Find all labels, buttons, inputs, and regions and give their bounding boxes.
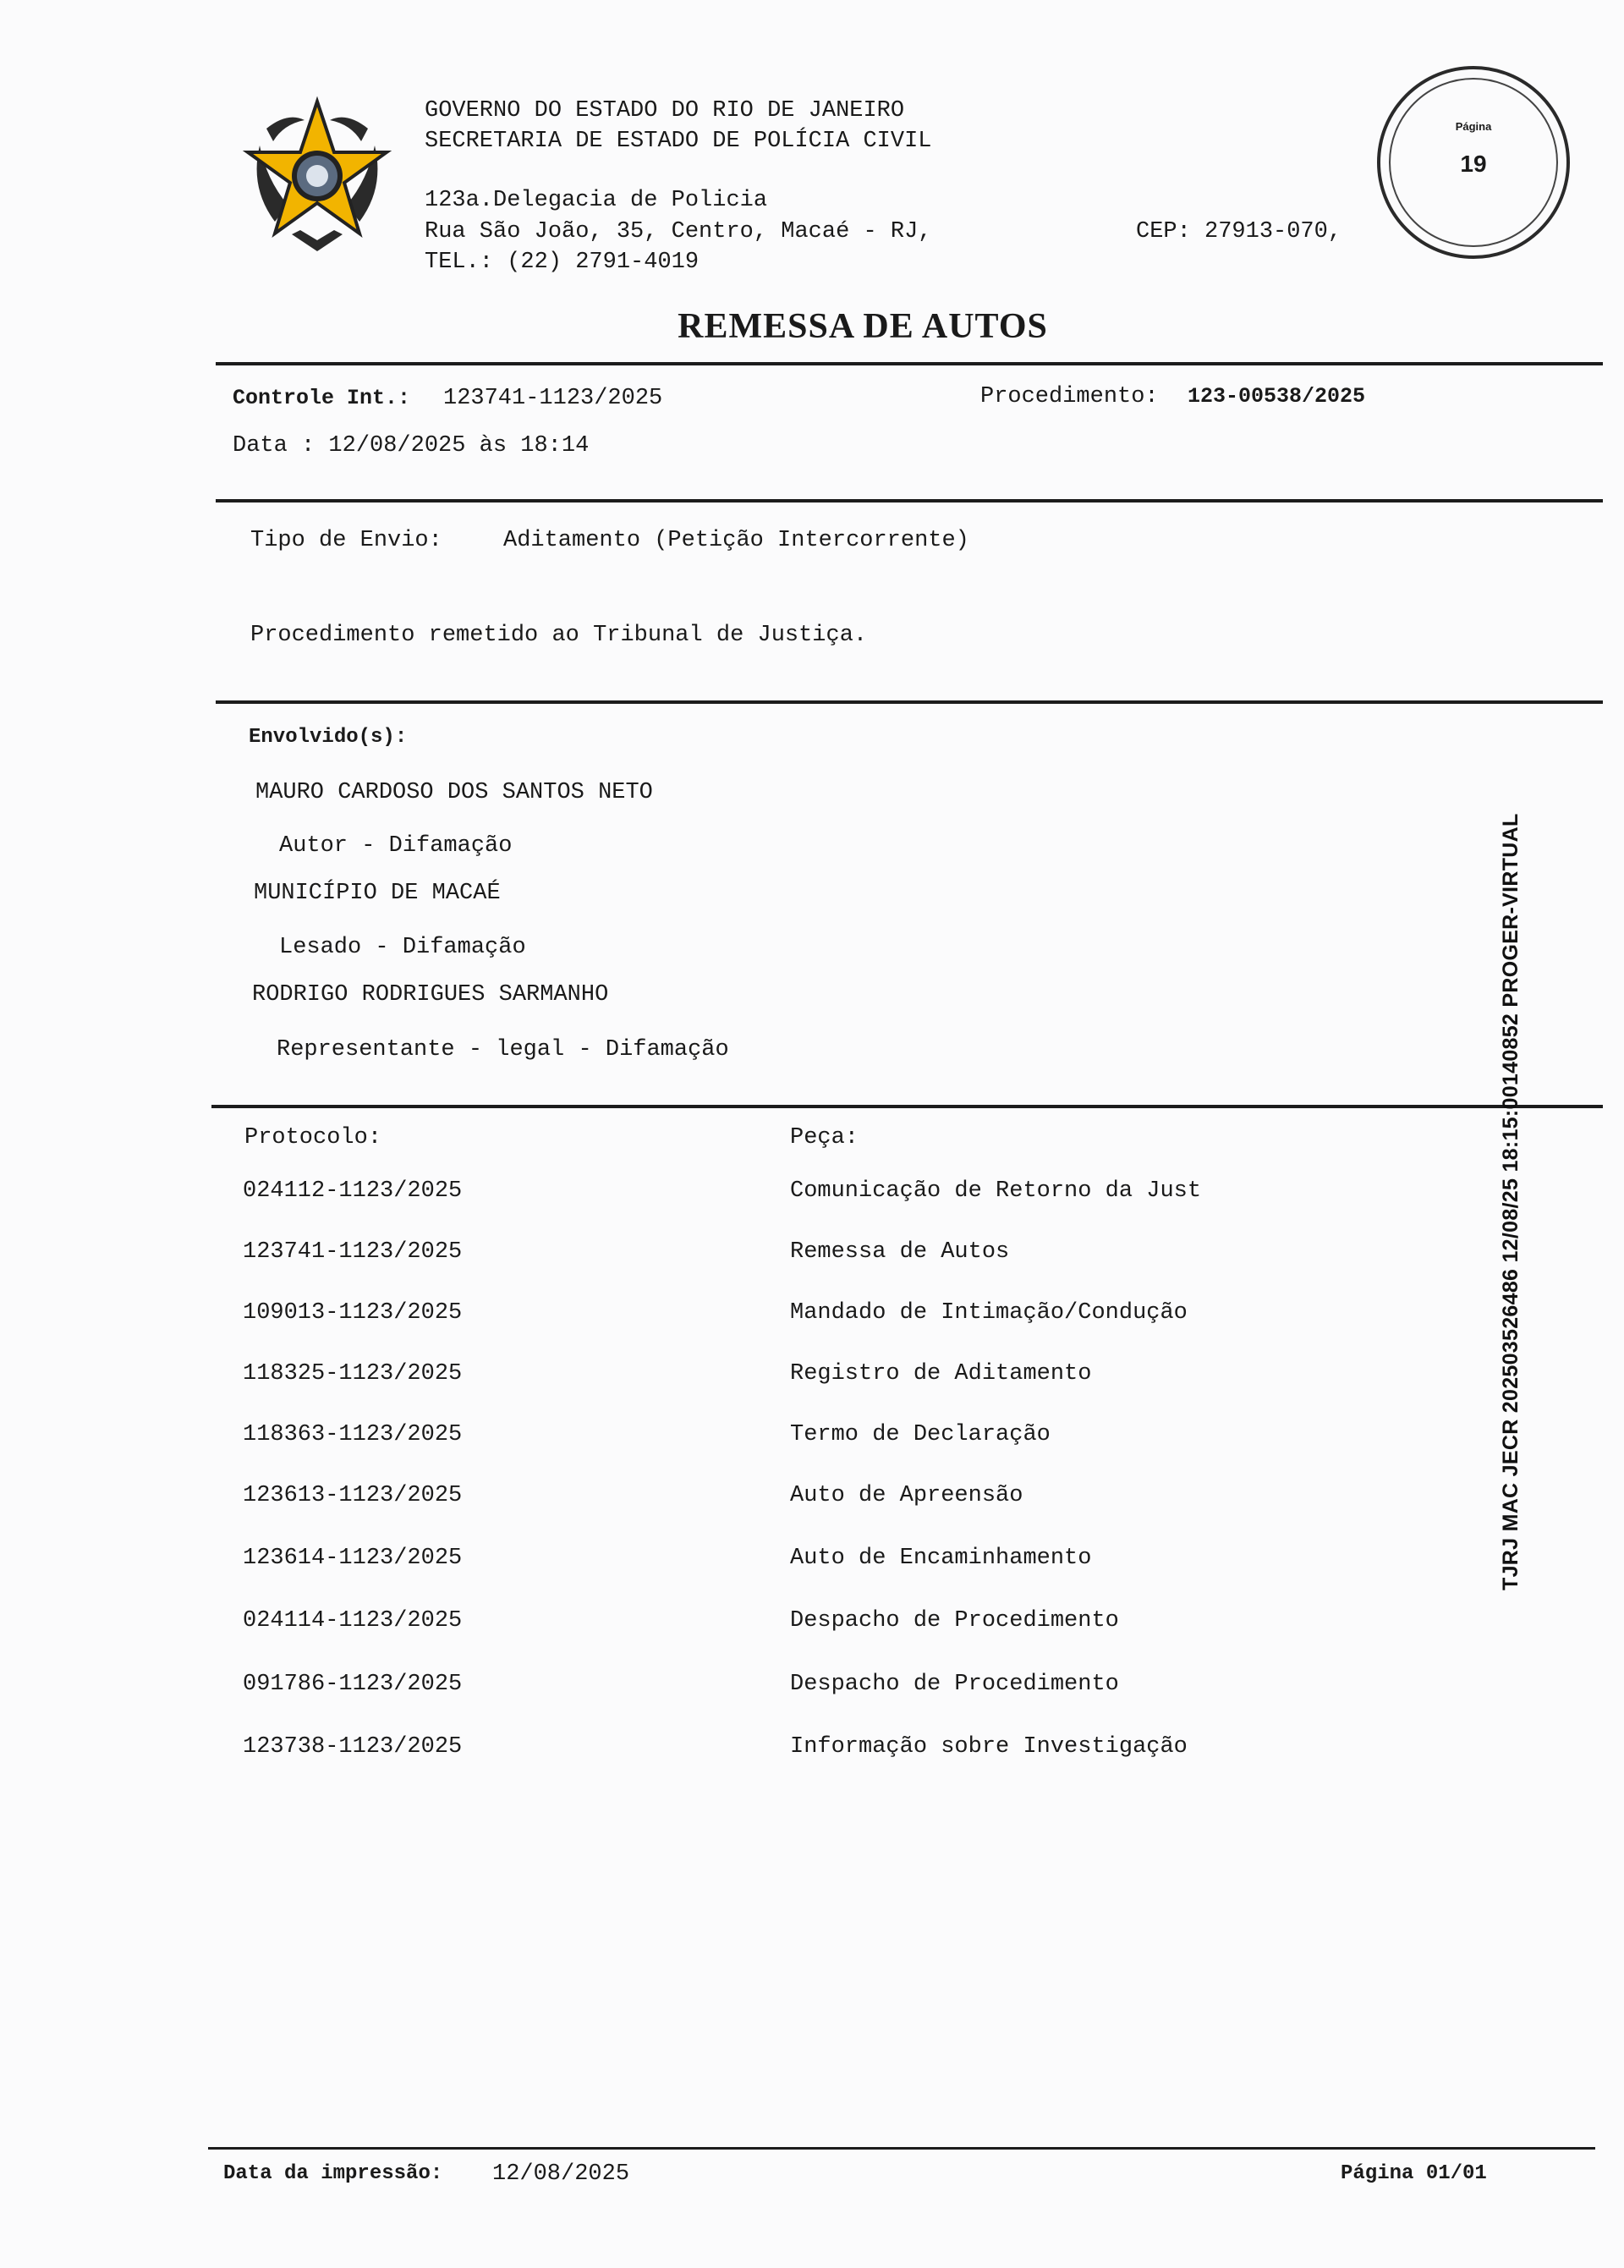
piece-name: Registro de Aditamento — [790, 1361, 1092, 1387]
divider — [211, 1105, 1603, 1108]
involved-role: Autor - Difamação — [279, 833, 513, 859]
piece-name: Comunicação de Retorno da Just — [790, 1178, 1202, 1204]
page-counter: Página 01/01 — [1341, 2162, 1487, 2185]
government-name: GOVERNO DO ESTADO DO RIO DE JANEIRO — [425, 98, 905, 124]
control-label: Controle Int.: — [233, 386, 411, 410]
send-type-value: Aditamento (Petição Intercorrente) — [503, 528, 969, 553]
protocol-column-header: Protocolo: — [244, 1125, 382, 1150]
stamp-page-number: 19 — [1460, 151, 1487, 177]
divider — [216, 362, 1603, 365]
protocol-number: 123614-1123/2025 — [243, 1546, 463, 1571]
involved-name: MUNICÍPIO DE MACAÉ — [254, 881, 501, 906]
office-phone: TEL.: (22) 2791-4019 — [425, 250, 700, 275]
piece-name: Termo de Declaração — [790, 1422, 1051, 1447]
office-cep: CEP: 27913-070, — [1136, 219, 1342, 244]
send-type-label: Tipo de Envio: — [250, 528, 442, 553]
piece-name: Informação sobre Investigação — [790, 1734, 1188, 1760]
divider — [216, 700, 1603, 704]
piece-name: Auto de Apreensão — [790, 1483, 1023, 1508]
document-date: Data : 12/08/2025 às 18:14 — [233, 433, 590, 459]
procedure-number: 123-00538/2025 — [1188, 384, 1366, 409]
involved-role: Representante - legal - Difamação — [277, 1037, 729, 1063]
police-emblem-icon — [241, 95, 393, 257]
court-filing-stamp: TJRJ MAC JECR 202503526486 12/08/25 18:15:00140852 PROGER-VIRTUAL — [1499, 813, 1522, 1590]
divider — [216, 499, 1603, 502]
protocol-number: 118363-1123/2025 — [243, 1422, 463, 1447]
involved-role: Lesado - Difamação — [279, 935, 526, 960]
piece-column-header: Peça: — [790, 1125, 859, 1150]
protocol-number: 123741-1123/2025 — [243, 1239, 463, 1265]
divider — [208, 2147, 1595, 2150]
involved-name: RODRIGO RODRIGUES SARMANHO — [252, 982, 609, 1008]
protocol-number: 024114-1123/2025 — [243, 1608, 463, 1634]
piece-name: Mandado de Intimação/Condução — [790, 1300, 1188, 1326]
protocol-number: 123613-1123/2025 — [243, 1483, 463, 1508]
print-date-label: Data da impressão: — [223, 2162, 443, 2185]
office-address: Rua São João, 35, Centro, Macaé - RJ, — [425, 219, 932, 244]
protocol-number: 118325-1123/2025 — [243, 1361, 463, 1387]
protocol-number: 024112-1123/2025 — [243, 1178, 463, 1204]
piece-name: Despacho de Procedimento — [790, 1672, 1119, 1697]
involved-name: MAURO CARDOSO DOS SANTOS NETO — [255, 780, 653, 805]
police-office: 123a.Delegacia de Policia — [425, 188, 768, 213]
protocol-number: 123738-1123/2025 — [243, 1734, 463, 1760]
page-number-stamp — [1377, 66, 1570, 259]
print-date: 12/08/2025 — [492, 2161, 630, 2187]
piece-name: Remessa de Autos — [790, 1239, 1010, 1265]
document-title: REMESSA DE AUTOS — [678, 307, 1048, 346]
involved-label: Envolvido(s): — [249, 726, 408, 749]
secretariat-name: SECRETARIA DE ESTADO DE POLÍCIA CIVIL — [425, 129, 932, 154]
stamp-label: Página — [1455, 120, 1492, 133]
send-note: Procedimento remetido ao Tribunal de Justiça. — [250, 623, 868, 648]
piece-name: Auto de Encaminhamento — [790, 1546, 1092, 1571]
control-number: 123741-1123/2025 — [443, 386, 663, 411]
protocol-number: 091786-1123/2025 — [243, 1672, 463, 1697]
piece-name: Despacho de Procedimento — [790, 1608, 1119, 1634]
protocol-number: 109013-1123/2025 — [243, 1300, 463, 1326]
procedure-label: Procedimento: — [980, 384, 1159, 409]
